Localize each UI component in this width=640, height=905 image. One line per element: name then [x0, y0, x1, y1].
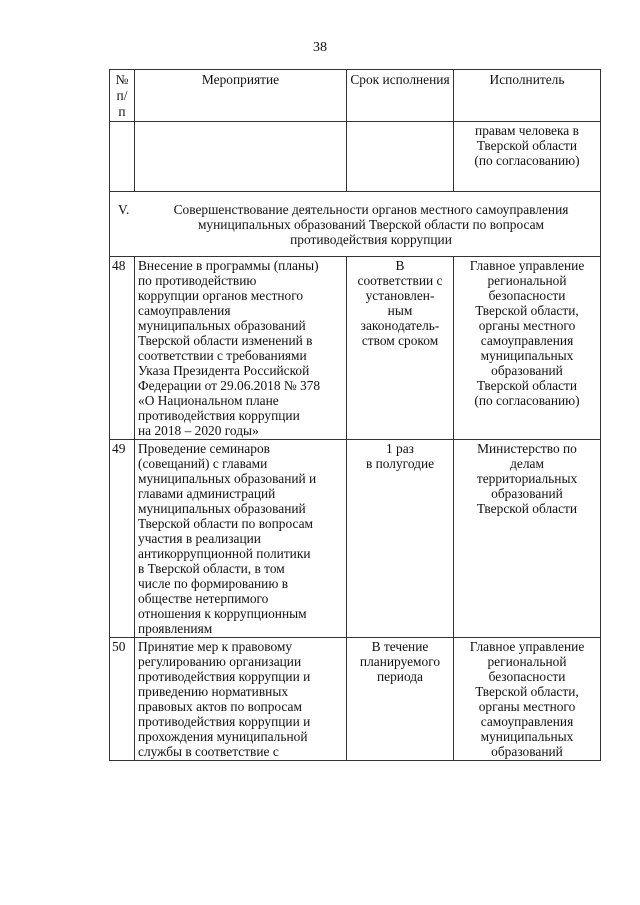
executor-line: Тверской области	[476, 138, 578, 153]
event-line: Указа Президента Российской	[138, 363, 310, 378]
event-line: противодействия коррупции	[138, 408, 300, 423]
executor-line: самоуправления	[480, 714, 574, 729]
event-line: Внесение в программы (планы)	[138, 258, 319, 273]
header-num: № п/п	[110, 70, 135, 122]
executor-line: Тверской области,	[475, 684, 579, 699]
event-line: проявлениям	[138, 621, 213, 636]
event-line: на 2018 – 2020 годы»	[138, 423, 259, 438]
event-line: участия в реализации	[138, 531, 261, 546]
cell-event	[135, 257, 347, 440]
executor-line: региональной	[487, 273, 567, 288]
table-row	[110, 638, 601, 761]
executor-line: безопасности	[488, 669, 566, 684]
event-line: Принятие мер к правовому	[138, 639, 293, 654]
event-line: противодействия коррупции и	[138, 714, 311, 729]
table-row	[110, 440, 601, 638]
event-line: муниципальных образований	[138, 501, 306, 516]
event-line: отношения к коррупционным	[138, 606, 307, 621]
executor-line: Тверской области,	[475, 303, 579, 318]
row-number: 48	[110, 257, 135, 440]
executor-line: органы местного	[478, 699, 576, 714]
event-line: антикоррупционной политики	[138, 546, 311, 561]
measures-table	[109, 69, 601, 761]
deadline-line: В	[395, 258, 405, 273]
deadline-line: 1 раз	[386, 441, 414, 456]
executor-line: правам человека в	[475, 123, 579, 138]
event-line: главами администраций	[138, 486, 276, 501]
deadline-line: В течение	[371, 639, 429, 654]
event-line: числе по формированию в	[138, 576, 289, 591]
executor-line: Министерство по	[477, 441, 577, 456]
deadline-line: соответствии с	[357, 273, 443, 288]
continuation-row	[110, 122, 601, 192]
cell-deadline	[347, 440, 454, 638]
section-number: V.	[118, 202, 130, 217]
executor-line: органы местного	[478, 318, 576, 333]
deadline-line: ным	[387, 303, 413, 318]
table-header-row	[110, 70, 601, 122]
event-line: регулированию организации	[138, 654, 302, 669]
event-line: противодействия коррупции и	[138, 669, 311, 684]
executor-line: региональной	[487, 654, 567, 669]
row-number: 50	[110, 638, 135, 761]
event-line: по противодействию	[138, 273, 257, 288]
cell-num	[110, 122, 135, 192]
event-line: Тверской области изменений в	[138, 333, 313, 348]
cell-executor	[454, 257, 601, 440]
cell-executor	[454, 122, 601, 192]
header-event: Мероприятие	[135, 70, 347, 122]
executor-line: Главное управление	[469, 258, 585, 273]
executor-line: муниципальных	[480, 729, 574, 744]
cell-event	[135, 440, 347, 638]
executor-line: безопасности	[488, 288, 566, 303]
deadline-line: установлен-	[365, 288, 435, 303]
event-line: Проведение семинаров	[138, 441, 270, 456]
cell-deadline	[347, 257, 454, 440]
event-line: соответствии с требованиями	[138, 348, 307, 363]
executor-line: образований	[491, 363, 563, 378]
cell-event	[135, 122, 347, 192]
event-line: «О Национальном плане	[138, 393, 279, 408]
executor-line: образований	[491, 744, 563, 759]
deadline-line: периода	[376, 669, 424, 684]
executor-line: самоуправления	[480, 333, 574, 348]
deadline-line: планируемого	[359, 654, 441, 669]
section-heading-row	[110, 192, 601, 257]
executor-line: Тверской области	[476, 378, 578, 393]
event-line: приведению нормативных	[138, 684, 289, 699]
executor-line: Тверской области	[476, 501, 578, 516]
event-line: Тверской области по вопросам	[138, 516, 314, 531]
cell-executor	[454, 440, 601, 638]
executor-line: (по согласованию)	[474, 393, 580, 408]
executor-line: образований	[491, 486, 563, 501]
event-line: (совещаний) с главами	[138, 456, 268, 471]
cell-event	[135, 638, 347, 761]
row-number: 49	[110, 440, 135, 638]
executor-line: (по согласованию)	[474, 153, 580, 168]
header-deadline: Срок исполнения	[347, 70, 454, 122]
deadline-line: в полугодие	[365, 456, 435, 471]
executor-line: Главное управление	[469, 639, 585, 654]
cell-deadline	[347, 122, 454, 192]
deadline-line: законодатель-	[360, 318, 440, 333]
section-heading	[110, 192, 601, 257]
executor-line: территориальных	[476, 471, 578, 486]
event-line: муниципальных образований и	[138, 471, 317, 486]
event-line: обществе нетерпимого	[138, 591, 269, 606]
event-line: прохождения муниципальной	[138, 729, 308, 744]
header-executor: Исполнитель	[454, 70, 601, 122]
cell-deadline	[347, 638, 454, 761]
executor-line: муниципальных	[480, 348, 574, 363]
event-line: коррупции органов местного	[138, 288, 304, 303]
event-line: правовых актов по вопросам	[138, 699, 302, 714]
section-title: Совершенствование деятельности органов местного самоуправления муниципальных образований Тверской области по вопросам противодействия коррупции	[173, 202, 569, 247]
event-line: муниципальных образований	[138, 318, 306, 333]
table-row	[110, 257, 601, 440]
executor-line: делам	[510, 456, 544, 471]
cell-executor	[454, 638, 601, 761]
page-number: 38	[313, 40, 327, 55]
event-line: Федерации от 29.06.2018 № 378	[138, 378, 321, 393]
event-line: службы в соответствие с	[138, 744, 279, 759]
deadline-line: ством сроком	[361, 333, 439, 348]
event-line: в Тверской области, в том	[138, 561, 285, 576]
event-line: самоуправления	[138, 303, 231, 318]
